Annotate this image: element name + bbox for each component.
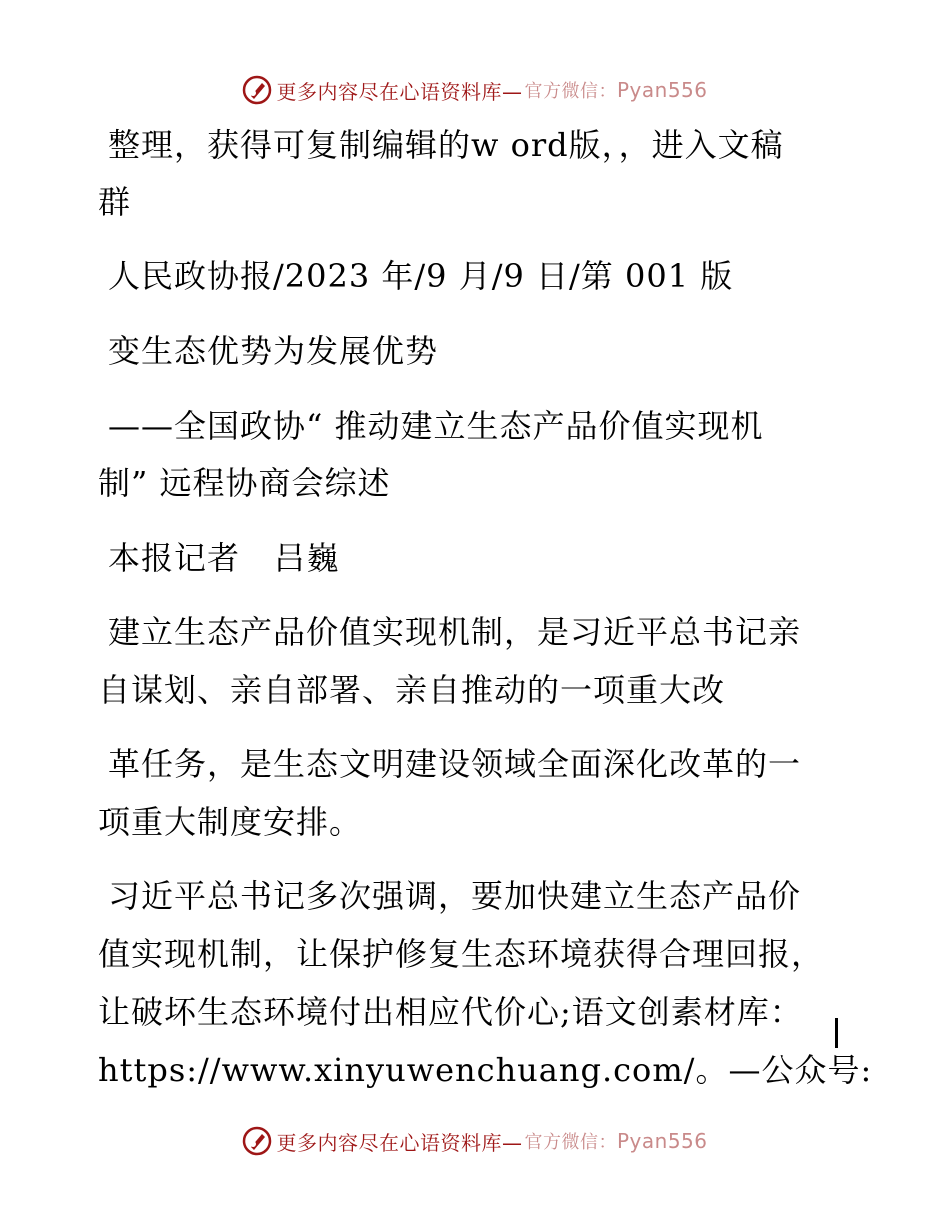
banner-wechat-id: Pyan556 <box>616 78 708 102</box>
doc-line: 群 <box>98 183 132 221</box>
doc-line: 建立生态产品价值实现机制，是习近平总书记亲 <box>108 613 802 651</box>
doc-line: 变生态优势为发展优势 <box>108 332 439 370</box>
doc-line: 整理，获得可复制编辑的w ord版，，进入文稿 <box>108 126 784 164</box>
pen-logo-icon <box>242 1126 272 1156</box>
doc-line: 本报记者 吕巍 <box>108 539 340 577</box>
doc-line: ——全国政协“ 推动建立生态产品价值实现机 <box>108 407 764 445</box>
doc-line: 项重大制度安排。 <box>98 803 363 841</box>
doc-line: 值实现机制，让保护修复生态环境获得合理回报， <box>98 935 825 973</box>
banner-wechat-label: 官方微信： <box>524 1132 617 1153</box>
banner-text: 更多内容尽在心语资料库— <box>276 1130 523 1155</box>
banner-wechat-id: Pyan556 <box>616 1129 708 1153</box>
doc-line: 让破坏生态环境付出相应代价心;语文创素材库： <box>98 993 803 1031</box>
doc-line: 自谋划、亲自部署、亲自推动的一项重大改 <box>98 671 726 709</box>
doc-line: 习近平总书记多次强调，要加快建立生态产品价 <box>108 877 802 915</box>
doc-line: https://www.xinyuwenchuang.com/。—公众号: <box>98 1051 873 1089</box>
doc-line: 制” 远程协商会综述 <box>98 464 391 502</box>
doc-line: 人民政协报/2023 年/9 月/9 日/第 001 版 <box>108 257 734 295</box>
header-watermark-banner <box>0 70 950 110</box>
doc-line: 革任务，是生态文明建设领域全面深化改革的一 <box>108 745 802 783</box>
banner-wechat-label: 官方微信： <box>524 81 617 102</box>
text-cursor <box>835 1018 838 1048</box>
banner-text: 更多内容尽在心语资料库— <box>276 79 523 104</box>
footer-watermark-banner <box>0 1121 950 1161</box>
pen-logo-icon <box>242 75 272 105</box>
